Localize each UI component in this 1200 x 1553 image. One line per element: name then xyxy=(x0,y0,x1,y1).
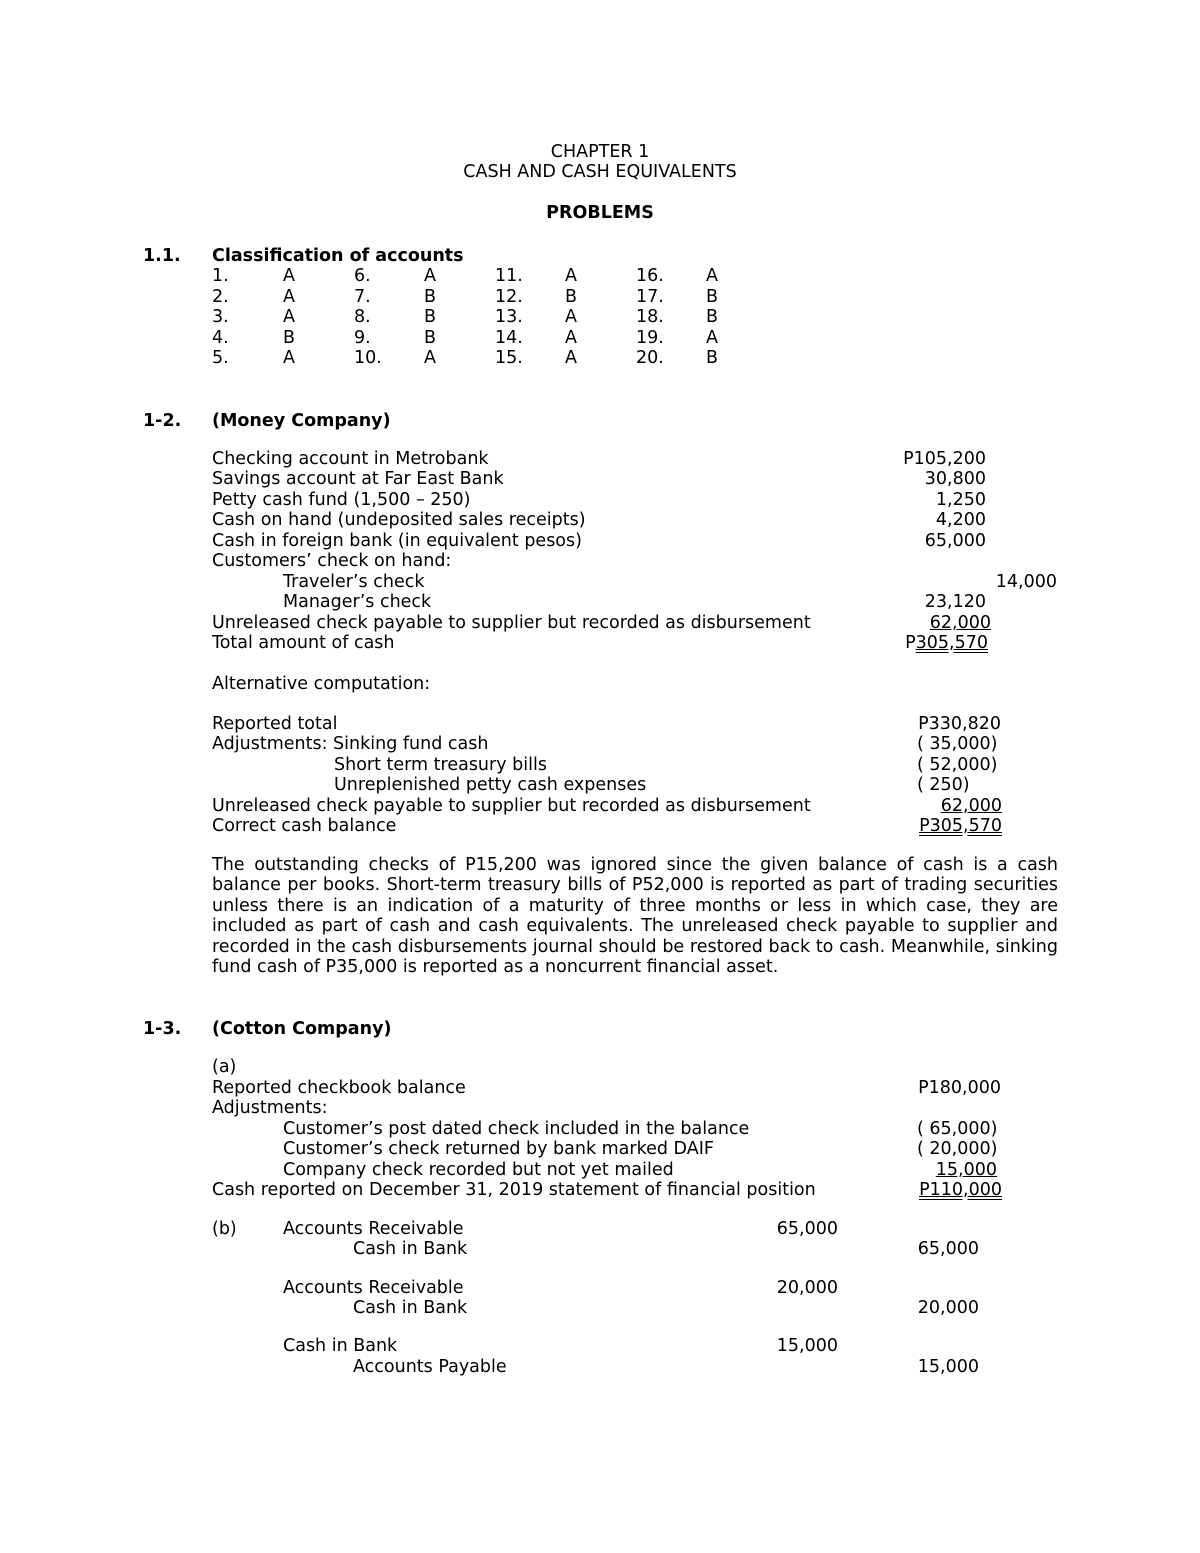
item-answer: B xyxy=(424,287,437,307)
debit-account: Accounts Receivable xyxy=(283,1219,464,1239)
item-number: 4. xyxy=(212,328,229,348)
item-number: 14. xyxy=(495,328,523,348)
item-answer: A xyxy=(565,348,577,368)
credit-amount: 15,000 xyxy=(917,1357,979,1377)
line-amount: 62,000 xyxy=(929,613,991,633)
item-answer: A xyxy=(283,348,295,368)
line-amount: P330,820 xyxy=(918,714,1001,734)
total-amount: P110,000 xyxy=(919,1180,1002,1200)
item-answer: A xyxy=(565,266,577,286)
problem-number: 1-2. xyxy=(143,411,182,431)
line-label: Adjustments: Sinking fund cash xyxy=(212,734,489,754)
total-amount: P305,570 xyxy=(919,816,1002,836)
line-label: Cash in foreign bank (in equivalent pesos) xyxy=(212,531,582,551)
line-label: Unreleased check payable to supplier but recorded as disbursement xyxy=(212,613,811,633)
item-answer: A xyxy=(283,266,295,286)
item-number: 8. xyxy=(354,307,371,327)
line-label: Petty cash fund (1,500 – 250) xyxy=(212,490,471,510)
line-amount: ( 35,000) xyxy=(917,734,998,754)
line-label: Unreleased check payable to supplier but recorded as disbursement xyxy=(212,796,811,816)
item-number: 7. xyxy=(354,287,371,307)
item-answer: B xyxy=(706,307,719,327)
debit-account: Accounts Receivable xyxy=(283,1278,464,1298)
item-answer: B xyxy=(706,287,719,307)
item-number: 18. xyxy=(636,307,664,327)
problem-number: 1.1. xyxy=(143,246,181,266)
item-answer: A xyxy=(706,266,718,286)
problem-number: 1-3. xyxy=(143,1019,182,1039)
credit-account: Cash in Bank xyxy=(353,1239,468,1259)
credit-amount: 20,000 xyxy=(917,1298,979,1318)
item-answer: A xyxy=(424,266,436,286)
line-amount: P105,200 xyxy=(903,449,986,469)
item-number: 19. xyxy=(636,328,664,348)
total-label: Cash reported on December 31, 2019 statement of financial position xyxy=(212,1180,816,1200)
currency-prefix: P xyxy=(905,633,916,653)
line-label: Adjustments: xyxy=(212,1098,328,1118)
item-answer: A xyxy=(424,348,436,368)
item-number: 6. xyxy=(354,266,371,286)
line-label: Customer’s post dated check included in the balance xyxy=(283,1119,750,1139)
line-label: Company check recorded but not yet mailed xyxy=(283,1160,674,1180)
section-heading: PROBLEMS xyxy=(546,203,654,223)
item-number: 20. xyxy=(636,348,664,368)
item-answer: B xyxy=(283,328,296,348)
total-label: Total amount of cash xyxy=(212,633,395,653)
item-number: 12. xyxy=(495,287,523,307)
line-amount: 23,120 xyxy=(924,592,986,612)
debit-amount: 15,000 xyxy=(776,1336,838,1356)
item-answer: A xyxy=(283,307,295,327)
line-label: Unreplenished petty cash expenses xyxy=(334,775,647,795)
line-label: Traveler’s check xyxy=(283,572,425,592)
item-number: 11. xyxy=(495,266,523,286)
item-answer: A xyxy=(565,307,577,327)
item-number: 5. xyxy=(212,348,229,368)
line-amount: P180,000 xyxy=(918,1078,1001,1098)
item-number: 16. xyxy=(636,266,664,286)
debit-account: Cash in Bank xyxy=(283,1336,398,1356)
credit-account: Accounts Payable xyxy=(353,1357,507,1377)
line-amount: 4,200 xyxy=(935,510,986,530)
item-answer: A xyxy=(706,328,718,348)
credit-account: Cash in Bank xyxy=(353,1298,468,1318)
item-number: 17. xyxy=(636,287,664,307)
item-answer: B xyxy=(424,328,437,348)
item-number: 13. xyxy=(495,307,523,327)
line-label: Reported total xyxy=(212,714,338,734)
debit-amount: 20,000 xyxy=(776,1278,838,1298)
line-amount: 65,000 xyxy=(924,531,986,551)
alt-heading: Alternative computation: xyxy=(212,674,431,694)
chapter-title: CASH AND CASH EQUIVALENTS xyxy=(463,162,737,182)
line-amount: 62,000 xyxy=(940,796,1002,816)
part-label: (b) xyxy=(212,1219,237,1239)
item-number: 15. xyxy=(495,348,523,368)
line-amount: ( 250) xyxy=(917,775,970,795)
item-number: 10. xyxy=(354,348,382,368)
line-label: Cash on hand (undeposited sales receipts) xyxy=(212,510,586,530)
line-amount: 14,000 xyxy=(995,572,1057,592)
line-label: Short term treasury bills xyxy=(334,755,547,775)
item-answer: A xyxy=(565,328,577,348)
item-number: 2. xyxy=(212,287,229,307)
item-answer: B xyxy=(706,348,719,368)
item-number: 1. xyxy=(212,266,229,286)
total-amount xyxy=(905,633,988,653)
item-answer: B xyxy=(424,307,437,327)
credit-amount: 65,000 xyxy=(917,1239,979,1259)
item-answer: A xyxy=(283,287,295,307)
line-label: Customer’s check returned by bank marked DAIF xyxy=(283,1139,714,1159)
part-label: (a) xyxy=(212,1057,237,1077)
line-amount: ( 20,000) xyxy=(917,1139,998,1159)
line-label: Customers’ check on hand: xyxy=(212,551,452,571)
line-amount: 1,250 xyxy=(935,490,986,510)
line-amount: 15,000 xyxy=(935,1160,997,1180)
item-number: 3. xyxy=(212,307,229,327)
problem-title: Classification of accounts xyxy=(212,246,464,266)
line-amount: ( 65,000) xyxy=(917,1119,998,1139)
problem-title: (Cotton Company) xyxy=(212,1019,392,1039)
line-label: Reported checkbook balance xyxy=(212,1078,466,1098)
total-label: Correct cash balance xyxy=(212,816,397,836)
explanation-paragraph: The outstanding checks of P15,200 was ignored since the given balance of cash is a cash balance per books. Short-term treasury bills of P52,000 is reported as part of trading securities unless there is an indication of a maturity of three months or less in which case, they are included as part of cash and cash equivalents. The unreleased check payable to supplier and recorded in the cash disbursements journal should be restored back to cash. Meanwhile, sinking fund cash of P35,000 is reported as a noncurrent financial asset. xyxy=(212,855,1058,978)
line-amount: 30,800 xyxy=(924,469,986,489)
item-number: 9. xyxy=(354,328,371,348)
line-label: Checking account in Metrobank xyxy=(212,449,489,469)
total-value: 305,570 xyxy=(915,633,988,653)
chapter-number: CHAPTER 1 xyxy=(550,142,650,162)
line-label: Manager’s check xyxy=(283,592,432,612)
line-label: Savings account at Far East Bank xyxy=(212,469,504,489)
item-answer: B xyxy=(565,287,578,307)
line-amount: ( 52,000) xyxy=(917,755,998,775)
problem-title: (Money Company) xyxy=(212,411,391,431)
debit-amount: 65,000 xyxy=(776,1219,838,1239)
